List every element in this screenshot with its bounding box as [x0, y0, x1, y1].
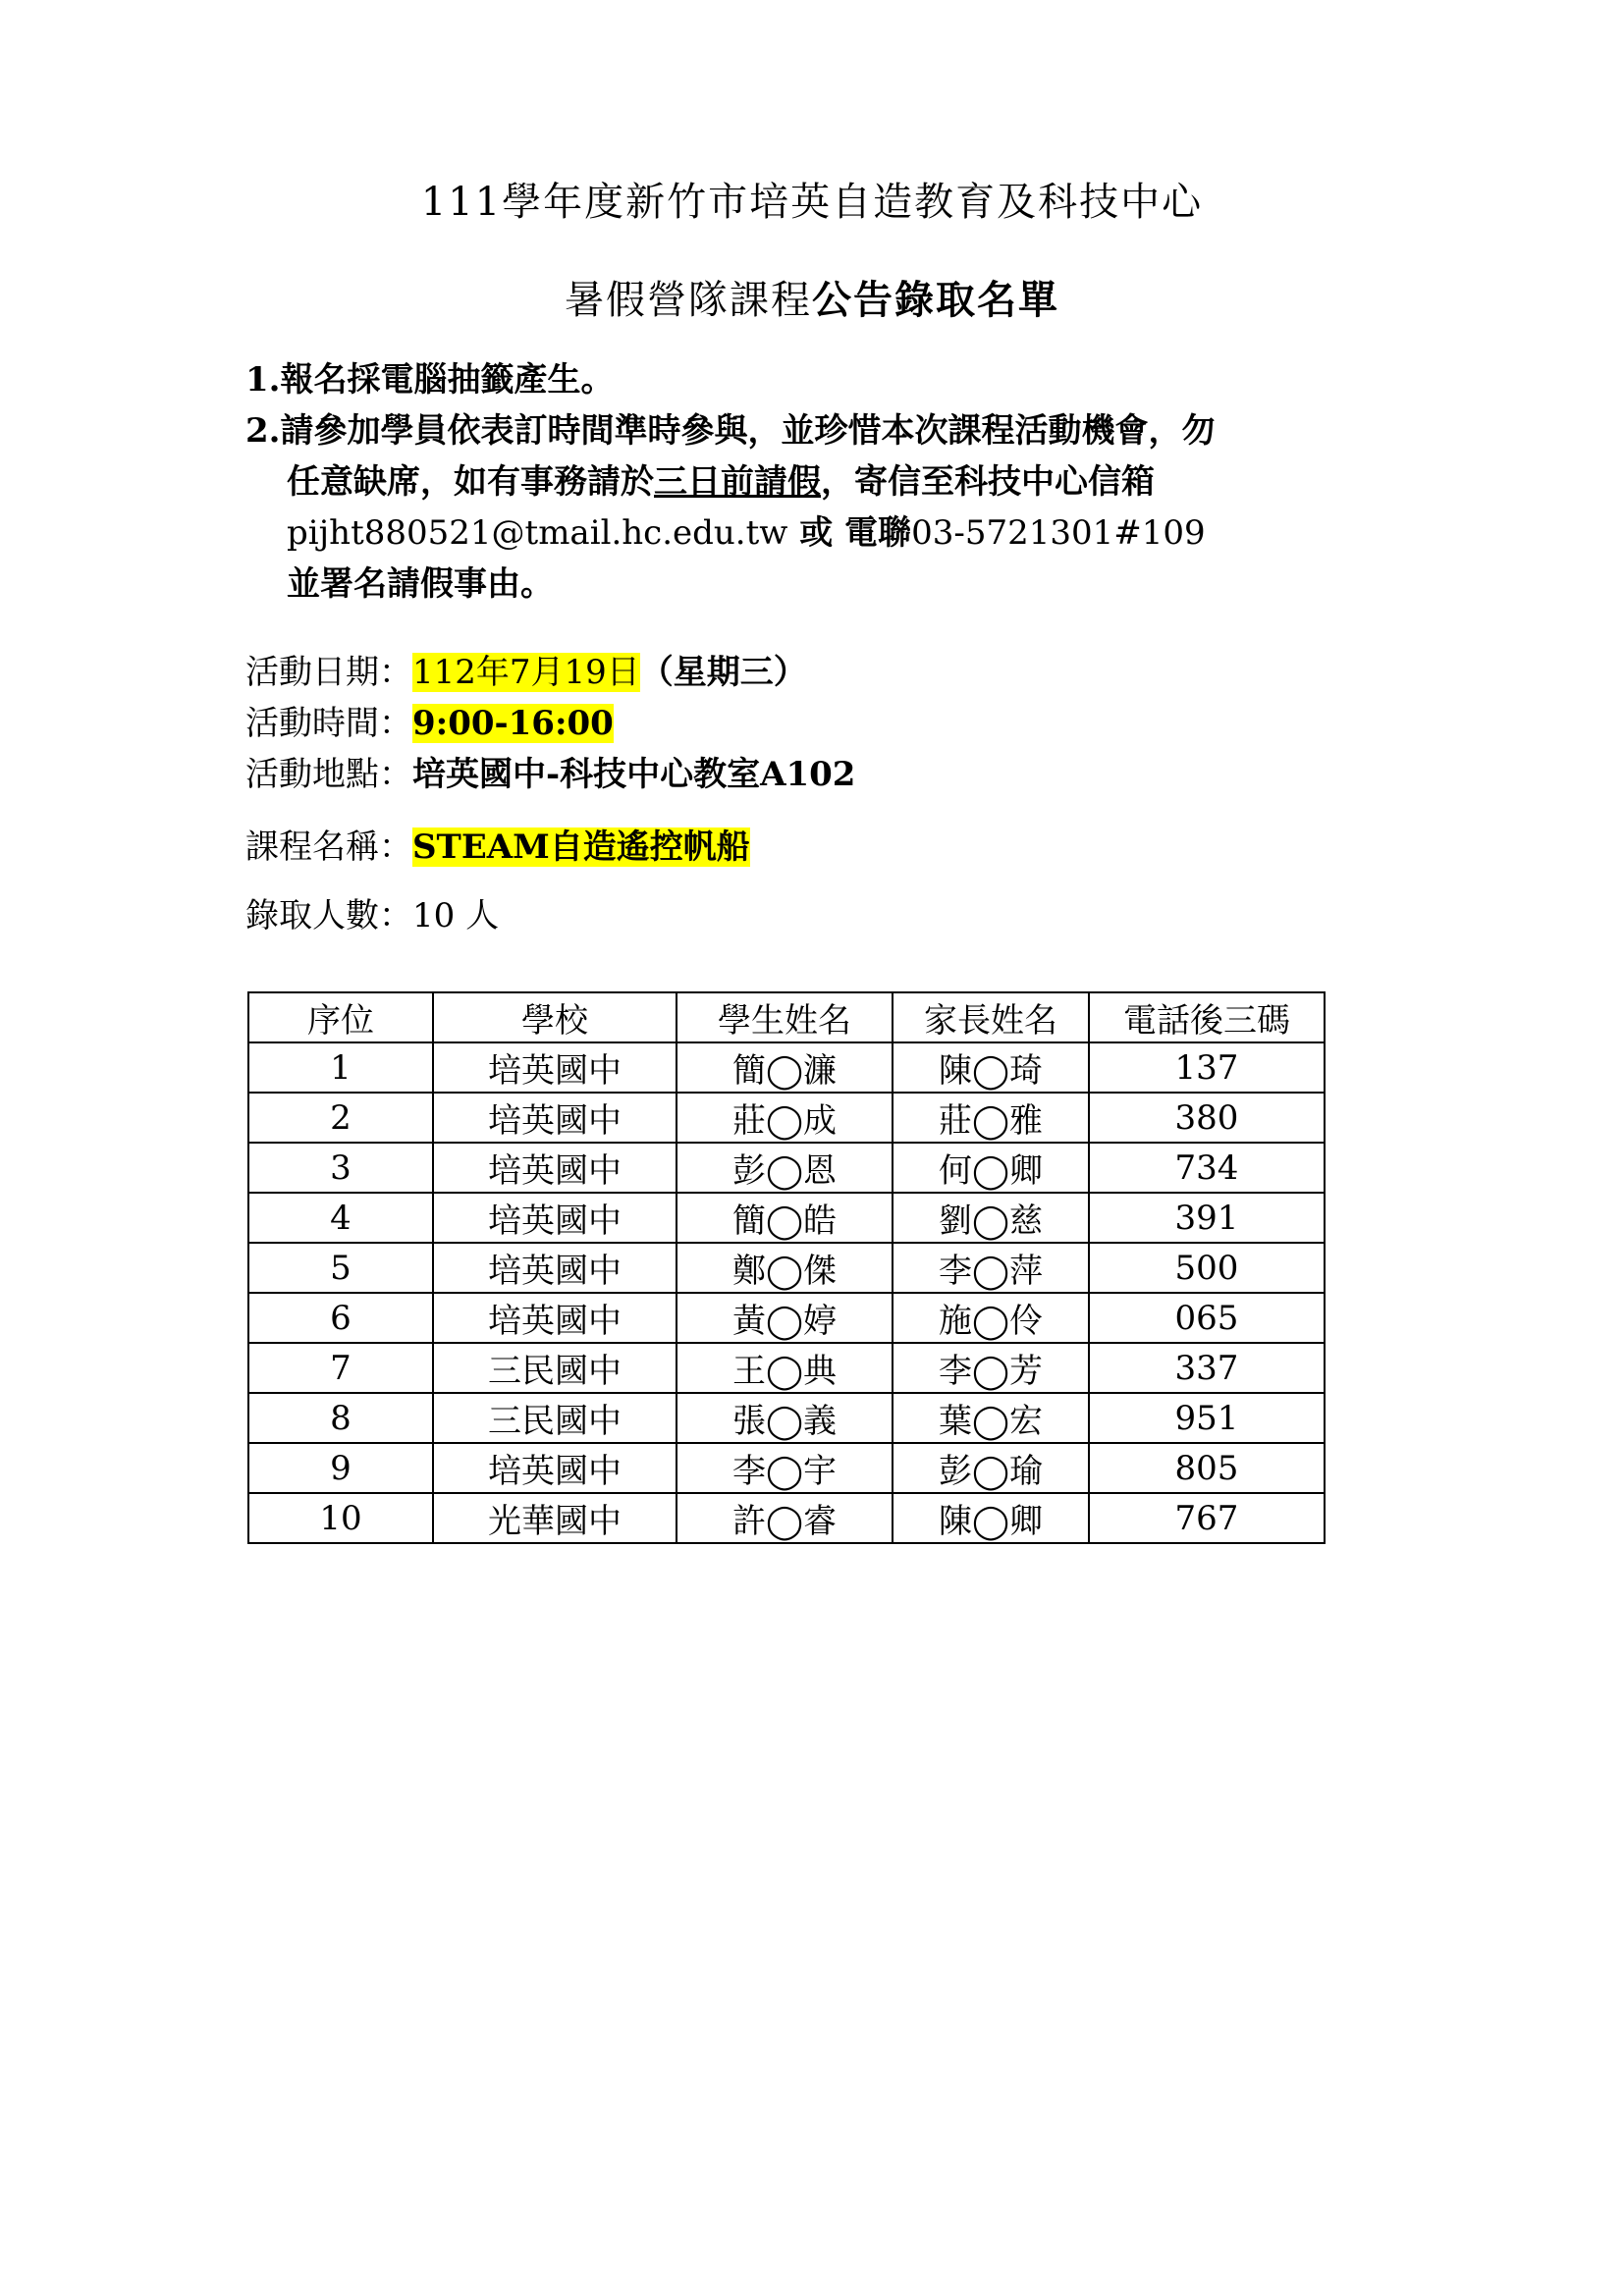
parent-name-cell: 施◯伶 [893, 1293, 1089, 1343]
header-school: 學校 [433, 992, 677, 1042]
place-label: 活動地點： [245, 755, 412, 794]
contact-phone: 03-5721301#109 [911, 513, 1206, 553]
rank-cell: 2 [248, 1093, 433, 1143]
table-row [248, 1343, 1325, 1393]
table-body [248, 1042, 1325, 1543]
parent-name-cell: 劉◯慈 [893, 1193, 1089, 1243]
school-cell: 培英國中 [433, 1042, 677, 1093]
header-parent-name: 家長姓名 [893, 992, 1089, 1042]
phone-last3-cell: 380 [1089, 1093, 1325, 1143]
school-cell: 培英國中 [433, 1143, 677, 1193]
table-row [248, 1493, 1325, 1543]
table-row [248, 1143, 1325, 1193]
table-row [248, 1393, 1325, 1443]
phone-last3-cell: 065 [1089, 1293, 1325, 1343]
student-name-cell: 簡◯濂 [677, 1042, 893, 1093]
info-place [245, 750, 855, 799]
parent-name-cell: 李◯芳 [893, 1343, 1089, 1393]
phone-last3-cell: 805 [1089, 1443, 1325, 1493]
date-label: 活動日期： [245, 653, 412, 692]
table-header-row [248, 992, 1325, 1042]
rule-2-text-a: 任意缺席，如有事務請於 [287, 462, 654, 502]
school-cell: 培英國中 [433, 1093, 677, 1143]
rule-2-line-3 [287, 508, 1206, 558]
parent-name-cell: 彭◯瑜 [893, 1443, 1089, 1493]
date-weekday: （星期三） [639, 653, 807, 692]
subtitle-normal: 暑假營隊課程 [565, 278, 812, 323]
rank-cell: 10 [248, 1493, 433, 1543]
rule-2-text-b: ，寄信至科技中心信箱 [821, 462, 1155, 502]
header-student-name: 學生姓名 [677, 992, 893, 1042]
student-name-cell: 簡◯皓 [677, 1193, 893, 1243]
rank-cell: 7 [248, 1343, 433, 1393]
rank-cell: 6 [248, 1293, 433, 1343]
school-cell: 三民國中 [433, 1393, 677, 1443]
parent-name-cell: 陳◯琦 [893, 1042, 1089, 1093]
rank-cell: 4 [248, 1193, 433, 1243]
phone-last3-cell: 337 [1089, 1343, 1325, 1393]
info-course [245, 823, 750, 872]
table-row [248, 1243, 1325, 1293]
rank-cell: 9 [248, 1443, 433, 1493]
parent-name-cell: 李◯萍 [893, 1243, 1089, 1293]
phone-last3-cell: 734 [1089, 1143, 1325, 1193]
rule-1: 1.報名採電腦抽籤產生。 [245, 360, 615, 400]
phone-last3-cell: 767 [1089, 1493, 1325, 1543]
count-value: 10 人 [412, 896, 500, 935]
student-name-cell: 許◯睿 [677, 1493, 893, 1543]
school-cell: 培英國中 [433, 1443, 677, 1493]
school-cell: 培英國中 [433, 1293, 677, 1343]
student-name-cell: 李◯宇 [677, 1443, 893, 1493]
school-cell: 光華國中 [433, 1493, 677, 1543]
school-cell: 培英國中 [433, 1193, 677, 1243]
student-name-cell: 鄭◯傑 [677, 1243, 893, 1293]
rank-cell: 1 [248, 1042, 433, 1093]
count-label: 錄取人數： [245, 896, 412, 935]
rank-cell: 3 [248, 1143, 433, 1193]
phone-last3-cell: 500 [1089, 1243, 1325, 1293]
table-row [248, 1193, 1325, 1243]
page-title: 111學年度新竹市培英自造教育及科技中心 [420, 180, 1204, 225]
course-label: 課程名稱： [245, 828, 412, 867]
school-cell: 培英國中 [433, 1243, 677, 1293]
rule-2-line-1: 2.請參加學員依表訂時間準時參與，並珍惜本次課程活動機會，勿 [245, 411, 1216, 451]
school-cell: 三民國中 [433, 1343, 677, 1393]
time-label: 活動時間： [245, 704, 412, 743]
info-date [245, 648, 807, 697]
table-row [248, 1093, 1325, 1143]
rank-cell: 8 [248, 1393, 433, 1443]
parent-name-cell: 何◯卿 [893, 1143, 1089, 1193]
info-count [245, 891, 499, 940]
phone-last3-cell: 391 [1089, 1193, 1325, 1243]
parent-name-cell: 陳◯卿 [893, 1493, 1089, 1543]
student-name-cell: 莊◯成 [677, 1093, 893, 1143]
date-value: 112年7月19日 [412, 653, 640, 692]
place-value: 培英國中-科技中心教室A102 [412, 755, 856, 794]
phone-last3-cell: 951 [1089, 1393, 1325, 1443]
student-name-cell: 彭◯恩 [677, 1143, 893, 1193]
page-subtitle [0, 275, 1624, 326]
table-row [248, 1443, 1325, 1493]
table-row [248, 1293, 1325, 1343]
parent-name-cell: 葉◯宏 [893, 1393, 1089, 1443]
rule-2-deadline: 三日前請假 [654, 462, 821, 502]
contact-email[interactable]: pijht880521@tmail.hc.edu.tw [287, 513, 788, 553]
time-value: 9:00-16:00 [412, 704, 614, 743]
subtitle-bold: 公告錄取名單 [812, 277, 1059, 323]
rank-cell: 5 [248, 1243, 433, 1293]
info-time [245, 699, 614, 748]
course-value: STEAM自造遙控帆船 [412, 828, 750, 867]
phone-last3-cell: 137 [1089, 1042, 1325, 1093]
table-row [248, 1042, 1325, 1093]
contact-or-text: 或 電聯 [787, 513, 912, 553]
rule-2-line-2 [287, 457, 1155, 507]
student-name-cell: 張◯義 [677, 1393, 893, 1443]
student-name-cell: 黃◯婷 [677, 1293, 893, 1343]
header-rank: 序位 [248, 992, 433, 1042]
rule-2-line-4: 並署名請假事由。 [287, 564, 554, 604]
header-phone-last3: 電話後三碼 [1089, 992, 1325, 1042]
admission-table [247, 991, 1326, 1544]
parent-name-cell: 莊◯雅 [893, 1093, 1089, 1143]
student-name-cell: 王◯典 [677, 1343, 893, 1393]
